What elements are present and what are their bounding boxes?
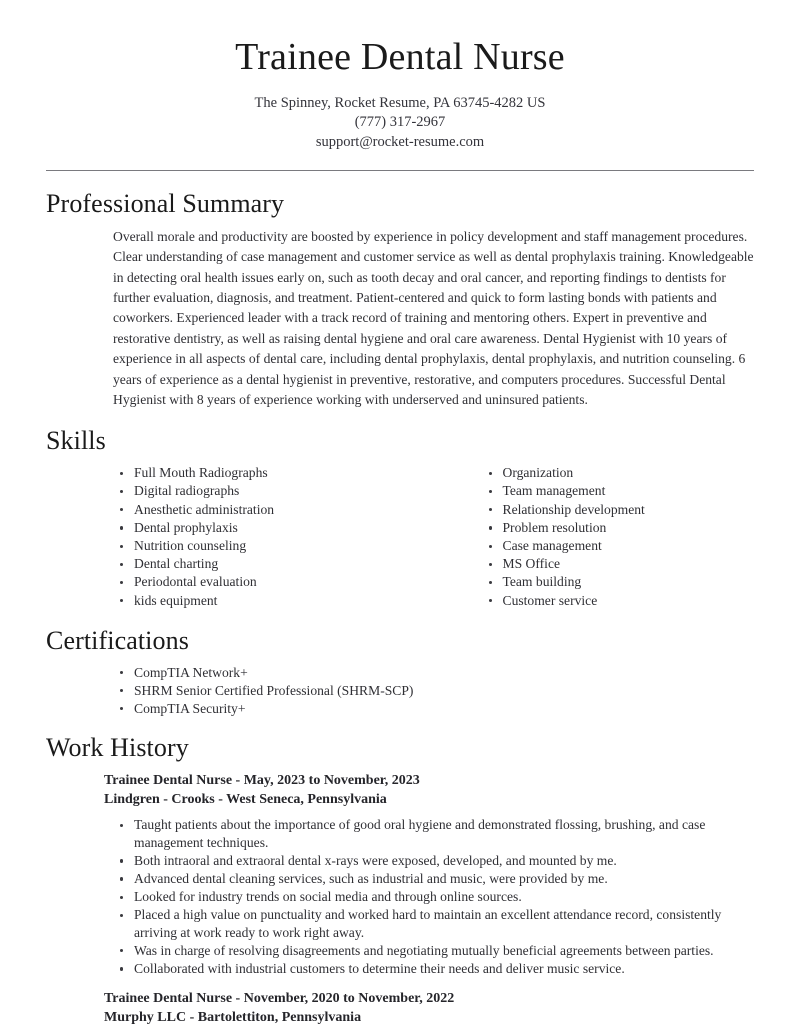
skills-list-right <box>482 464 755 609</box>
skills-list-left <box>113 464 434 609</box>
list-item: Case management <box>482 537 755 555</box>
resume-header <box>46 0 754 152</box>
certifications-list <box>113 664 754 718</box>
list-item: MS Office <box>482 555 755 573</box>
job-responsibilities <box>46 816 754 977</box>
list-item: Customer service <box>482 592 755 610</box>
header-divider <box>46 170 754 171</box>
list-item: Both intraoral and extraoral dental x-rays were exposed, developed, and mounted by me. <box>113 852 754 870</box>
list-item: Anesthetic administration <box>113 501 434 519</box>
job-header <box>46 771 754 809</box>
section-skills <box>46 424 754 609</box>
list-item: Relationship development <box>482 501 755 519</box>
list-item: Periodontal evaluation <box>113 573 434 591</box>
section-heading-skills: Skills <box>46 426 106 456</box>
summary-body <box>46 227 754 411</box>
list-item: Organization <box>482 464 755 482</box>
contact-block <box>46 94 754 153</box>
list-item: Looked for industry trends on social media and through online sources. <box>113 888 754 906</box>
summary-text: Overall morale and productivity are boosted by experience in policy development and staff management procedures. Clear understanding of case management and customer service as well as dental prophylaxis training. Knowledgeable in detecting oral health issues early on, such as tooth decay and oral cancer, and reporting findings to dentists for further evaluation, diagnosis, and treatment. Patient-centered and quick to form lasting bonds with patients and coworkers. Experienced leader with a track record of training and mentoring others. Expert in preventive and restorative dentistry, as well as raising dental hygiene and oral care awareness. Dental Hygienist with 10 years of experience in all aspects of dental care, including dental prophylaxis, dental prophylaxis, and nutrition counseling. 6 years of experience as a dental hygienist in preventive, restorative, and computers procedures. Successful Dental Hygienist with 8 years of experience working with underserved and uninsured patients. <box>113 228 754 408</box>
list-item: Collaborated with industrial customers to determine their needs and deliver music service. <box>113 960 754 978</box>
list-item: Problem resolution <box>482 519 755 537</box>
job-title-line: Trainee Dental Nurse - May, 2023 to November, 2023 <box>104 773 420 789</box>
section-heading-certifications: Certifications <box>46 625 189 655</box>
skills-columns <box>46 464 754 610</box>
list-item: Dental prophylaxis <box>113 519 434 537</box>
skills-column-right <box>434 464 755 610</box>
list-item: Team management <box>482 482 755 500</box>
list-item: Team building <box>482 573 755 591</box>
section-work-history <box>46 731 754 1027</box>
contact-email: support@rocket-resume.com <box>315 133 485 150</box>
section-professional-summary <box>46 187 754 410</box>
work-history-entry <box>46 989 754 1027</box>
job-bullet-list <box>113 816 754 977</box>
list-item: Advanced dental cleaning services, such as industrial and music, were provided by me. <box>113 870 754 888</box>
list-item: Nutrition counseling <box>113 537 434 555</box>
work-history-entry <box>46 771 754 977</box>
list-item: Taught patients about the importance of good oral hygiene and demonstrated flossing, brushing, and case management techniques. <box>113 816 754 851</box>
list-item: Was in charge of resolving disagreements and negotiating mutually beneficial agreements between parties. <box>113 942 754 960</box>
certifications-body <box>46 664 754 718</box>
job-header <box>46 989 754 1027</box>
section-certifications <box>46 624 754 718</box>
contact-address: The Spinney, Rocket Resume, PA 63745-4282 US <box>254 94 546 111</box>
section-heading-summary: Professional Summary <box>46 189 285 218</box>
list-item: CompTIA Security+ <box>113 700 754 718</box>
contact-phone: (777) 317-2967 <box>354 114 446 130</box>
list-item: Placed a high value on punctuality and worked hard to maintain an excellent attendance record, consistently arriving at work ready to work right away. <box>113 906 754 941</box>
section-heading-work-history: Work History <box>46 733 189 763</box>
job-title-line: Trainee Dental Nurse - November, 2020 to November, 2022 <box>104 991 455 1007</box>
list-item: Full Mouth Radiographs <box>113 464 434 482</box>
list-item: Dental charting <box>113 555 434 573</box>
list-item: Digital radiographs <box>113 482 434 500</box>
list-item: CompTIA Network+ <box>113 664 754 682</box>
job-company-line: Lindgren - Crooks - West Seneca, Pennsylvania <box>104 792 387 808</box>
page-title: Trainee Dental Nurse <box>235 36 565 78</box>
list-item: SHRM Senior Certified Professional (SHRM-SCP) <box>113 682 754 700</box>
job-company-line: Murphy LLC - Bartolettiton, Pennsylvania <box>104 1010 362 1026</box>
skills-column-left <box>113 464 434 610</box>
list-item: kids equipment <box>113 592 434 610</box>
